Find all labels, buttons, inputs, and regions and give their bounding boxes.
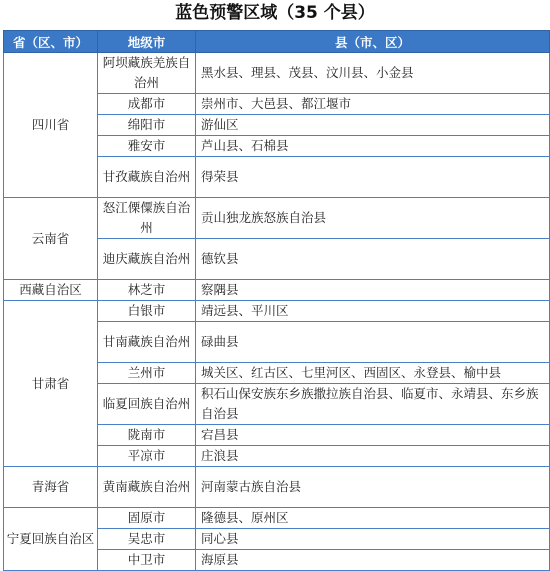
- county-cell: 碌曲县: [196, 322, 550, 363]
- table-row: [4, 198, 550, 239]
- header-province: 省（区、市）: [4, 31, 98, 53]
- county-cell: 城关区、红古区、七里河区、西固区、永登县、榆中县: [196, 363, 550, 384]
- table-row: [4, 53, 550, 94]
- city-cell: 白银市: [98, 301, 196, 322]
- province-cell: 宁夏回族自治区: [4, 508, 98, 571]
- county-cell: 崇州市、大邑县、都江堰市: [196, 94, 550, 115]
- county-cell: 黑水县、理县、茂县、汶川县、小金县: [196, 53, 550, 94]
- province-cell: 云南省: [4, 198, 98, 280]
- county-cell: 河南蒙古族自治县: [196, 467, 550, 508]
- city-cell: 兰州市: [98, 363, 196, 384]
- county-cell: 庄浪县: [196, 446, 550, 467]
- city-cell: 中卫市: [98, 550, 196, 571]
- city-cell: 成都市: [98, 94, 196, 115]
- county-cell: 芦山县、石棉县: [196, 136, 550, 157]
- province-cell: 西藏自治区: [4, 280, 98, 301]
- city-cell: 绵阳市: [98, 115, 196, 136]
- warning-region-table: [3, 30, 550, 571]
- county-cell: 得荣县: [196, 157, 550, 198]
- county-cell: 积石山保安族东乡族撒拉族自治县、临夏市、永靖县、东乡族自治县: [196, 384, 550, 425]
- city-cell: 甘孜藏族自治州: [98, 157, 196, 198]
- city-cell: 黄南藏族自治州: [98, 467, 196, 508]
- city-cell: 林芝市: [98, 280, 196, 301]
- county-cell: 察隅县: [196, 280, 550, 301]
- county-cell: 靖远县、平川区: [196, 301, 550, 322]
- county-cell: 德钦县: [196, 239, 550, 280]
- city-cell: 甘南藏族自治州: [98, 322, 196, 363]
- county-cell: 同心县: [196, 529, 550, 550]
- table-row: [4, 467, 550, 508]
- province-cell: 甘肃省: [4, 301, 98, 467]
- county-cell: 隆德县、原州区: [196, 508, 550, 529]
- province-cell: 四川省: [4, 53, 98, 198]
- city-cell: 阿坝藏族羌族自治州: [98, 53, 196, 94]
- page-title: 蓝色预警区域（35 个县）: [175, 3, 375, 23]
- province-cell: 青海省: [4, 467, 98, 508]
- table-row: [4, 280, 550, 301]
- header-county: 县（市、区）: [196, 31, 550, 53]
- table-row: [4, 508, 550, 529]
- city-cell: 雅安市: [98, 136, 196, 157]
- city-cell: 固原市: [98, 508, 196, 529]
- county-cell: 海原县: [196, 550, 550, 571]
- table-header-row: [4, 31, 550, 53]
- city-cell: 迪庆藏族自治州: [98, 239, 196, 280]
- county-cell: 游仙区: [196, 115, 550, 136]
- county-cell: 宕昌县: [196, 425, 550, 446]
- city-cell: 怒江傈僳族自治州: [98, 198, 196, 239]
- county-cell: 贡山独龙族怒族自治县: [196, 198, 550, 239]
- header-city: 地级市: [98, 31, 196, 53]
- table-row: [4, 301, 550, 322]
- city-cell: 陇南市: [98, 425, 196, 446]
- city-cell: 临夏回族自治州: [98, 384, 196, 425]
- city-cell: 吴忠市: [98, 529, 196, 550]
- city-cell: 平凉市: [98, 446, 196, 467]
